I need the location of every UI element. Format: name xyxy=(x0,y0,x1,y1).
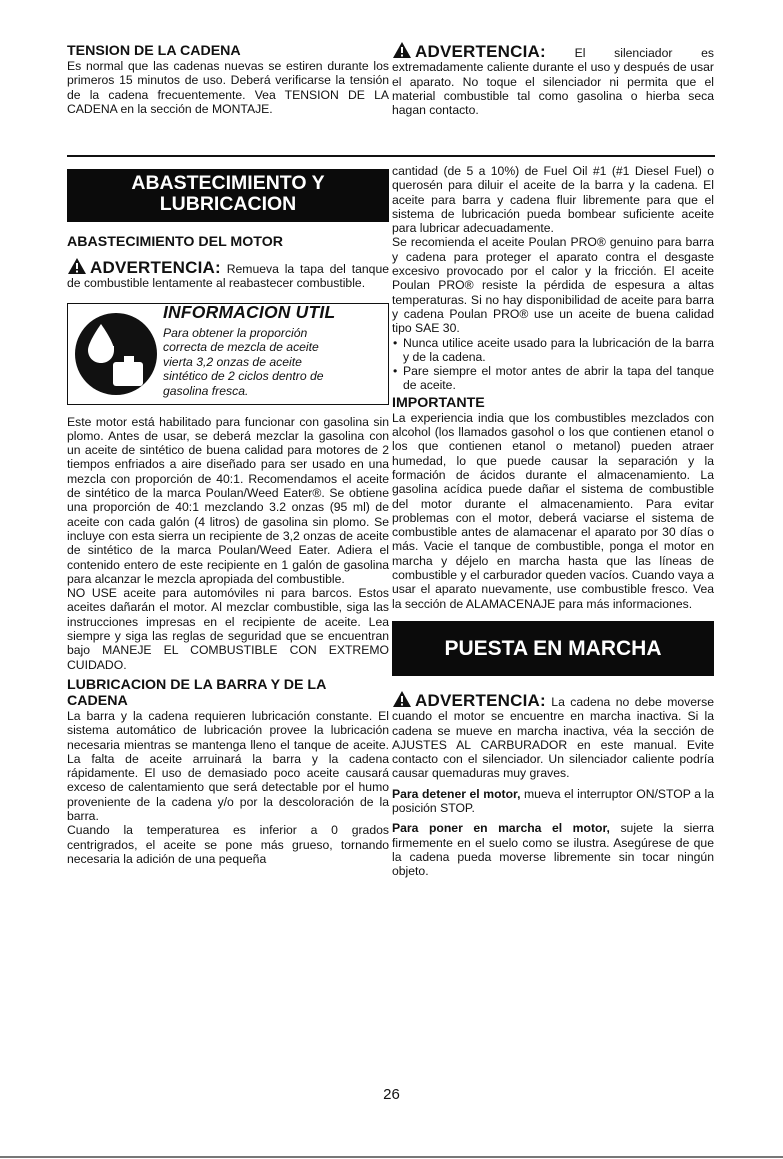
right-main-column xyxy=(392,164,714,878)
warning-icon xyxy=(392,41,412,59)
chain-tension-text: Es normal que las cadenas nuevas se estiren durante los primeros 15 minutos de uso. Deberá verificarse la tensión de la cadena frecuentemente. Vea TENSION DE LA CADENA en la sección de MONTAJE. xyxy=(67,59,389,116)
diesel-paragraph: cantidad (de 5 a 10%) de Fuel Oil #1 (#1 Diesel Fuel) o querosén para diluir el aceite de la barra y la cadena. El aceite para barra y cadena fluir libremente para que el sistema de lubricación pueda bombear suficiente aceite para lubricar adecuadamente. xyxy=(392,164,714,236)
engine-fueling-heading: ABASTECIMIENTO DEL MOTOR xyxy=(67,234,283,250)
muffler-warning xyxy=(392,41,714,117)
banner-line-1: ABASTECIMIENTO Y xyxy=(131,172,325,194)
banner-line-2: LUBRICACION xyxy=(159,193,297,215)
left-main-column xyxy=(67,169,389,866)
fueling-lubrication-banner xyxy=(67,169,389,222)
left-column xyxy=(67,43,389,116)
warning-icon xyxy=(67,257,87,275)
fuel-paragraph-1: Este motor está habilitado para funcionar con gasolina sin plomo. Antes de usar, se deberá mezclar la gasolina con un aceite de sintético de buena calidad para motores de 2 tiempos enfriados a aire diseñado para ser usado en una mezcla con proporción de 40:1. Recomendamos el aceite de sintético de la marca Poulan/Weed Eater®. Se obtiene una proporción de 40:1 mezclando 3.2 onzas (95 ml) de aceite con cada galón (4 litros) de gasolina sin plomo. Se incluye con esta sierra un recipiente de 3,2 onzas de aceite de sintético de la marca Poulan/Weed Eater. Adiera el contenido entero de este recipiente en 1 galón de gasolina para alcanzar le mezcla apropiada del combustible. xyxy=(67,414,389,586)
warning-text: La cadena no debe moverse cuando el motor se encuentre en marcha inactiva. Si la cadena se mueve en marcha inactiva, véa la sección de AJUSTES AL CARBURADOR en este manual. Evite contacto con el silenciador. Un silenciador caliente podría causar quemaduras muy graves. xyxy=(392,694,714,781)
oil-bullet-list xyxy=(392,336,714,393)
lubrication-text-2: Cuando la temperaturea es inferior a 0 grados centrigrados, el aceite se pone más grueso, tornando necesaria la adición de una pequeña xyxy=(67,823,389,866)
warning-icon xyxy=(392,690,412,708)
warning-label: ADVERTENCIA: xyxy=(415,42,546,61)
useful-info-box xyxy=(67,303,389,405)
section-divider xyxy=(67,155,715,157)
lubrication-heading: LUBRICACION DE LA BARRA Y DE LA CADENA xyxy=(67,676,326,709)
stop-engine-text: mueva el interruptor ON/STOP a la posición STOP. xyxy=(392,786,714,815)
warning-text: Remueva la tapa del tanque de combustible lentamente al reabastecer combustible. xyxy=(67,262,390,291)
stop-engine-label: Para detener el motor, xyxy=(392,786,521,801)
fuel-oil-mix-icon xyxy=(74,312,158,396)
lubrication-text: La barra y la cadena requieren lubricación constante. El sistema automático de lubricación provee la lubricación necesaria mientras se mantenga lleno el tanque de aceite. La falta de aceite arruinará la barra y la cadena rápidamente. El uso de demasiado poco aceite causará exceso de calentamiento que será detectable por el humo proveniente de la cadena y/o por la descoloración de la barra. xyxy=(67,708,389,824)
starting-banner: PUESTA EN MARCHA xyxy=(392,621,714,676)
warning-label: ADVERTENCIA: xyxy=(90,258,221,277)
start-engine-text: sujete la sierra firmemente en el suelo como se ilustra. Asegúrese de que la cadena pueda moverse libremente sin tocar ningún objeto. xyxy=(392,821,714,879)
warning-label: ADVERTENCIA: xyxy=(415,690,546,710)
important-text: La experiencia india que los combustibles mezclados con alcohol (los llamados gasohol o los que contienen etanol o los que contienen etanol o metanol) pueden atraer humedad, lo que puede causar la separación y la formación de ácidos durante el almacenamiento. La gasolina acídica puede dañar el sistema de combustible del motor durante el almacenamiento. Para evitar problemas con el motor, deberá vaciarse el sistema de combustible antes de alamacenar el aparato por 30 días o más. Vacie el tanque de combustible, ponga el motor en marcha y déjelo en marcha hasta que las líneas de combustible y el carburador queden vacíos. Cuando vaya a usar el aparato nuevamente, use combustible fresco. Vea la sección de ALAMACENAJE para más informaciones. xyxy=(392,410,714,611)
warning-text: El silenciador es extremadamente caliente durante el uso y después de usar el aparato. No toque el silenciador ni permita que el material combustible tal como gasolina o hierba seca hagan contacto. xyxy=(392,46,715,118)
useful-info-text: Para obtener la proporción correcta de mezcla de aceite vierta 3,2 onzas de aceite sintético de 2 ciclos dentro de gasolina fresca. xyxy=(163,325,324,398)
list-item: • Nunca utilice aceite usado para la lubricación de la barra y de la cadena. xyxy=(403,336,714,365)
list-item: • Pare siempre el motor antes de abrir la tapa del tanque de aceite. xyxy=(403,364,714,393)
fuel-paragraph-2: NO USE aceite para automóviles ni para barcos. Estos aceites dañarán el motor. Al mezclar combustible, siga las instrucciones impresas en el recipiente de aceite. Lea siempre y siga las reglas de seguridad que se encuentran bajo MANEJE EL COMBUSTIBLE CON EXTREMO CUIDADO. xyxy=(67,586,389,672)
chain-tension-heading: TENSION DE LA CADENA xyxy=(67,43,241,59)
bottom-rule xyxy=(0,1156,783,1158)
useful-info-title: INFORMACION UTIL xyxy=(163,301,336,322)
important-heading: IMPORTANTE xyxy=(392,394,485,411)
start-engine-label: Para poner en marcha el motor, xyxy=(392,821,610,836)
page-number: 26 xyxy=(383,1086,400,1103)
recommended-oil-paragraph: Se recomienda el aceite Poulan PRO® genuino para barra y cadena para proteger el aparato contra el desgaste excesivo provocado por el calor y la fricción. El aceite Poulan PRO® resiste la pérdida de espesura a altas temperaturas. Si no hay disponibilidad de aceite para barra y cadena Poulan PRO® use un aceite de buena calidad tipo SAE 30. xyxy=(392,235,714,336)
